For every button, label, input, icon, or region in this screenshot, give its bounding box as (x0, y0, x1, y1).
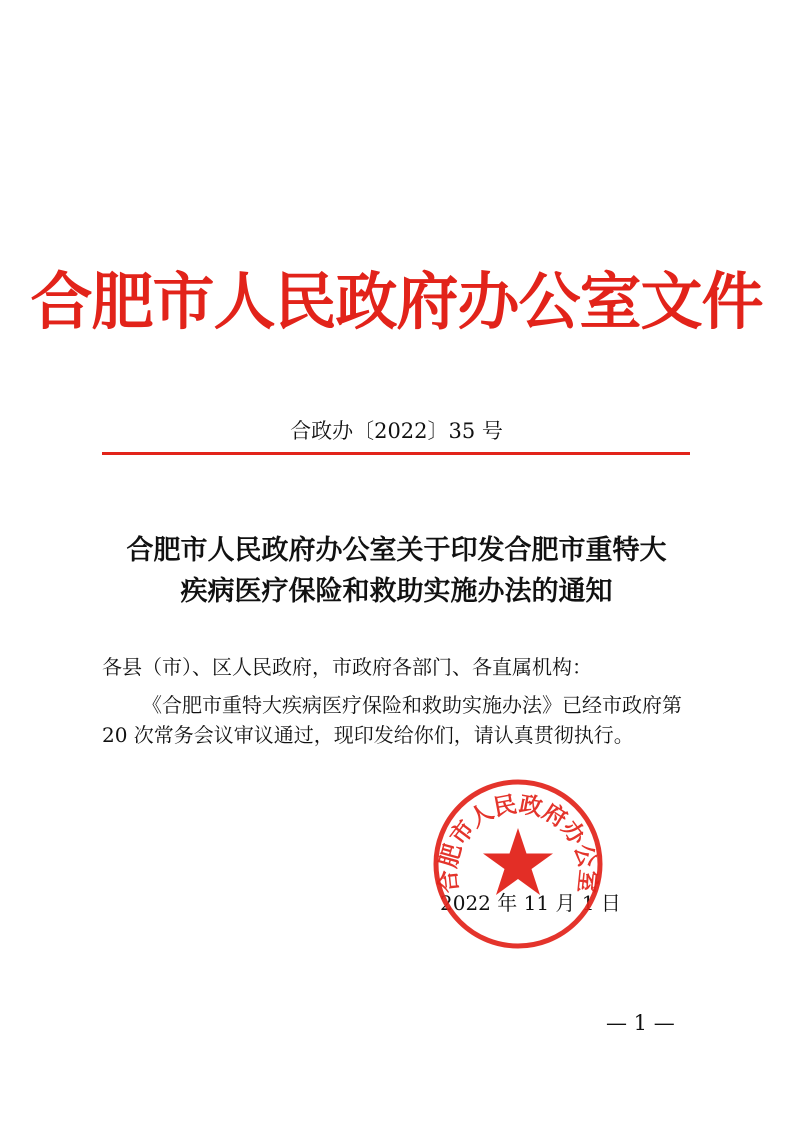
title-line-2: 疾病医疗保险和救助实施办法的通知 (180, 576, 613, 607)
document-number: 合政办〔2022〕35 号 (290, 419, 503, 443)
salutation: 各县（市）、区人民政府，市政府各部门、各直属机构： (102, 655, 592, 679)
masthead-title: 合肥市人民政府办公室文件 (30, 265, 763, 338)
page-number: — 1 — (606, 1011, 675, 1035)
document-title (90, 530, 703, 612)
body-paragraph: 《合肥市重特大疾病医疗保险和救助实施办法》已经市政府第 20 次常务会议审议通过，现印发给你们，请认真贯彻执行。 (102, 693, 682, 747)
seal-star-icon (483, 828, 553, 895)
title-line-1: 合肥市人民政府办公室关于印发合肥市重特大 (126, 535, 667, 566)
seal-text: 合肥市人民政府办公室 (434, 790, 602, 895)
red-divider-line (102, 452, 690, 455)
issue-date: 2022 年 11 月 1 日 (440, 891, 621, 915)
official-seal-stamp (432, 778, 604, 950)
